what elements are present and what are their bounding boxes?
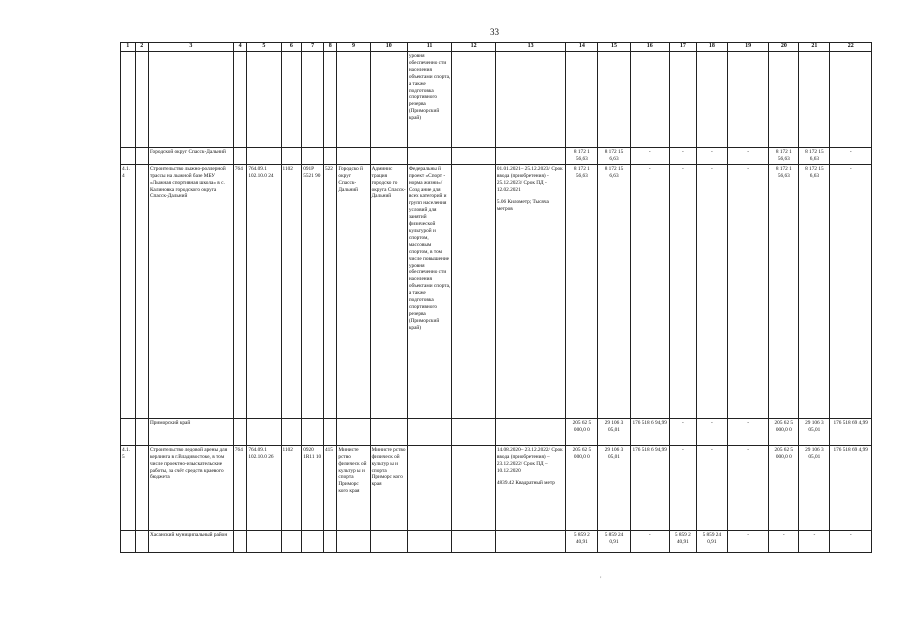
cell-amount: - [696, 418, 727, 445]
cell [452, 530, 496, 552]
cell [799, 52, 830, 148]
cell-name: Строительство ледовой арены для керлинга в г.Владивостоке, в том числе проектно-изыскательские работы, за счёт средств краевого бюджета [148, 445, 233, 530]
cell-project: уровня обеспеченно сти населения объектами спорта, а также подготовка спортивного резерва (Приморский край) [407, 52, 452, 148]
header-cell: 2 [135, 43, 148, 52]
cell-amount: 8 172 1 56,63 [769, 164, 799, 418]
cell [630, 52, 669, 148]
table-row-continuation [121, 52, 872, 148]
cell-amount: - [669, 148, 696, 165]
cell [495, 530, 565, 552]
cell-amount: - [630, 148, 669, 165]
cell-amount: 176 518 6 94,99 [630, 445, 669, 530]
cell-name: Приморский край [148, 418, 233, 445]
header-cell: 5 [247, 43, 281, 52]
cell [302, 148, 324, 165]
cell-amount: - [727, 445, 768, 530]
page-number: 33 [490, 27, 499, 37]
cell-amount: 29 106 3 05,01 [598, 445, 630, 530]
cell-dates [495, 445, 565, 530]
cell [323, 530, 336, 552]
cell-amount: 176 518 69 4,99 [830, 418, 872, 445]
cell-responsible: Админис трация городско го округа Спасск-Дальний [370, 164, 407, 418]
cell-amount: 205 62 5 000,0 0 [566, 418, 598, 445]
cell-responsible: Министе рство физическ ой культур ы и спорта Приморс кого края [370, 445, 407, 530]
cell [135, 148, 148, 165]
cell-amount: 8 172 15 6,63 [799, 164, 830, 418]
cell-name: Строительство лыжно-роллерной трассы на лыжной базе МБУ «Лыжная спортивная школа» в с. Калиновка городского округа Спасск-Дальний [148, 164, 233, 418]
cell-amount: - [669, 164, 696, 418]
cell-amount: 8 172 1 56,63 [769, 148, 799, 165]
cell [370, 148, 407, 165]
cell [452, 52, 496, 148]
header-cell: 15 [598, 43, 630, 52]
cell-amount: 29 106 3 05,01 [598, 418, 630, 445]
cell [370, 52, 407, 148]
column-number-header-row [121, 43, 872, 52]
cell-name: Хасанский муниципальный район [148, 530, 233, 552]
cell-municipality: Министе рство физическ ой культур ы и спорта Приморс кого края [337, 445, 370, 530]
cell-amount: 5 859 2 40,91 [566, 530, 598, 552]
header-cell: 20 [769, 43, 799, 52]
cell-amount: 8 172 15 6,63 [598, 148, 630, 165]
cell [302, 52, 324, 148]
cell [281, 530, 302, 552]
cell-amount: 5 859 24 0,91 [598, 530, 630, 552]
header-cell: 9 [337, 43, 370, 52]
header-cell: 16 [630, 43, 669, 52]
cell [247, 530, 281, 552]
cell [233, 418, 246, 445]
header-cell: 8 [323, 43, 336, 52]
cell-code: 1102 [281, 445, 302, 530]
cell-amount: - [830, 148, 872, 165]
cell [452, 445, 496, 530]
cell-code: 091P 5521 90 [302, 164, 324, 418]
cell [495, 418, 565, 445]
cell-code: 415 [323, 445, 336, 530]
cell [281, 418, 302, 445]
header-cell: 13 [495, 43, 565, 52]
cell-number: 4.1. 4 [121, 164, 136, 418]
header-cell: 22 [830, 43, 872, 52]
header-cell: 21 [799, 43, 830, 52]
cell-amount: 205 62 5 000,0 0 [769, 418, 799, 445]
cell [407, 530, 452, 552]
cell [830, 52, 872, 148]
cell-dates [495, 164, 565, 418]
cell-code: 764 [233, 164, 246, 418]
cell [233, 52, 246, 148]
cell-amount: - [727, 418, 768, 445]
cell [323, 418, 336, 445]
header-cell: 4 [233, 43, 246, 52]
cell [407, 418, 452, 445]
cell-number [121, 52, 136, 148]
cell-amount: 8 172 1 56,63 [566, 148, 598, 165]
cell-amount: - [630, 530, 669, 552]
cell-amount: 29 106 3 05,01 [799, 445, 830, 530]
cell [247, 418, 281, 445]
table-row-project [121, 445, 872, 530]
cell [495, 52, 565, 148]
financing-table [120, 42, 872, 553]
cell-amount: - [696, 148, 727, 165]
table-row-project [121, 164, 872, 418]
cell [370, 418, 407, 445]
cell-code: 764 [233, 445, 246, 530]
scan-mark: , [600, 573, 602, 579]
header-cell: 14 [566, 43, 598, 52]
cell [370, 530, 407, 552]
cell-amount: 205 62 5 000,0 0 [566, 445, 598, 530]
cell-amount: - [727, 148, 768, 165]
cell [452, 418, 496, 445]
table-row-subtotal [121, 530, 872, 552]
cell [121, 418, 136, 445]
header-cell: 19 [727, 43, 768, 52]
cell [281, 52, 302, 148]
cell-municipality: Городско й округ Спасск-Дальний [337, 164, 370, 418]
cell [323, 52, 336, 148]
cell [696, 52, 727, 148]
cell [121, 530, 136, 552]
header-cell: 7 [302, 43, 324, 52]
cell-amount: 176 518 69 4,99 [830, 445, 872, 530]
cell-amount: - [799, 530, 830, 552]
header-cell: 11 [407, 43, 452, 52]
cell-amount: - [669, 445, 696, 530]
header-cell: 1 [121, 43, 136, 52]
header-cell: 12 [452, 43, 496, 52]
table-row-subtotal [121, 148, 872, 165]
cell-name: Городской округ Спасск-Дальний [148, 148, 233, 165]
cell-amount: 8 172 15 6,63 [598, 164, 630, 418]
cell [566, 52, 598, 148]
header-cell: 6 [281, 43, 302, 52]
cell [669, 52, 696, 148]
cell [337, 148, 370, 165]
header-cell: 10 [370, 43, 407, 52]
cell [281, 148, 302, 165]
cell-amount: 205 62 5 000,0 0 [769, 445, 799, 530]
cell-code: 1102 [281, 164, 302, 418]
cell-amount: 8 172 1 56,63 [566, 164, 598, 418]
cell-code: 764.09.1 102.10.0 24 [247, 164, 281, 418]
cell [769, 52, 799, 148]
cell-amount: - [830, 164, 872, 418]
cell-amount: - [830, 530, 872, 552]
cell-amount: 5 859 24 0,91 [696, 530, 727, 552]
cell-amount: - [630, 164, 669, 418]
header-cell: 17 [669, 43, 696, 52]
cell-number: 4.1. 5 [121, 445, 136, 530]
cell-code: 522 [323, 164, 336, 418]
cell [135, 530, 148, 552]
cell-amount: - [696, 445, 727, 530]
cell [135, 164, 148, 418]
cell [337, 530, 370, 552]
cell [135, 418, 148, 445]
table-row-subtotal [121, 418, 872, 445]
cell [233, 530, 246, 552]
cell [337, 52, 370, 148]
cell [233, 148, 246, 165]
cell [135, 52, 148, 148]
cell-amount: - [696, 164, 727, 418]
cell [302, 418, 324, 445]
cell-code: 0920 1R11 10 [302, 445, 324, 530]
cell-name [148, 52, 233, 148]
cell [452, 148, 496, 165]
cell-amount: - [669, 418, 696, 445]
cell-amount: - [727, 164, 768, 418]
dates-text: 01.01.2021– 25.12.2023/ Срок ввода (приобретения) - 25.12.2023/ Срок ПД - 12.02.2021 [496, 165, 563, 193]
dates-text: 14.08.2020– 23.12.2022/ Срок ввода (приобретения) – 23.12.2022/ Срок ПД – 10.12.2020 [496, 446, 563, 474]
cell [452, 164, 496, 418]
cell-code: 764.09.1 102.10.0 26 [247, 445, 281, 530]
cell-project [407, 445, 452, 530]
cell [247, 148, 281, 165]
header-cell: 18 [696, 43, 727, 52]
cell [135, 445, 148, 530]
cell-amount: - [727, 530, 768, 552]
cell-amount: 176 518 6 94,99 [630, 418, 669, 445]
cell-amount: 5 859 2 40,91 [669, 530, 696, 552]
cell-project: Федеральны й проект «Спорт - норма жизни»/Созд ание для всех категорий и групп населения условий для занятий физической культурой и спортом, массовым спортом, в том числе повышение уровня обеспеченно сти населения объектами спорта, а также подготовка спортивного резерва (Приморский край) [407, 164, 452, 418]
capacity-text: 4839.42 Квадратный метр [496, 480, 555, 487]
cell [247, 52, 281, 148]
cell-amount: - [769, 530, 799, 552]
cell [495, 148, 565, 165]
cell [121, 148, 136, 165]
cell-amount: 8 172 15 6,63 [799, 148, 830, 165]
cell [727, 52, 768, 148]
cell [337, 418, 370, 445]
cell-amount: 29 106 3 05,01 [799, 418, 830, 445]
capacity-text: 5.06 Километр; Тысяча метров [496, 199, 549, 213]
cell [598, 52, 630, 148]
cell [407, 148, 452, 165]
cell [302, 530, 324, 552]
cell [323, 148, 336, 165]
header-cell: 3 [148, 43, 233, 52]
